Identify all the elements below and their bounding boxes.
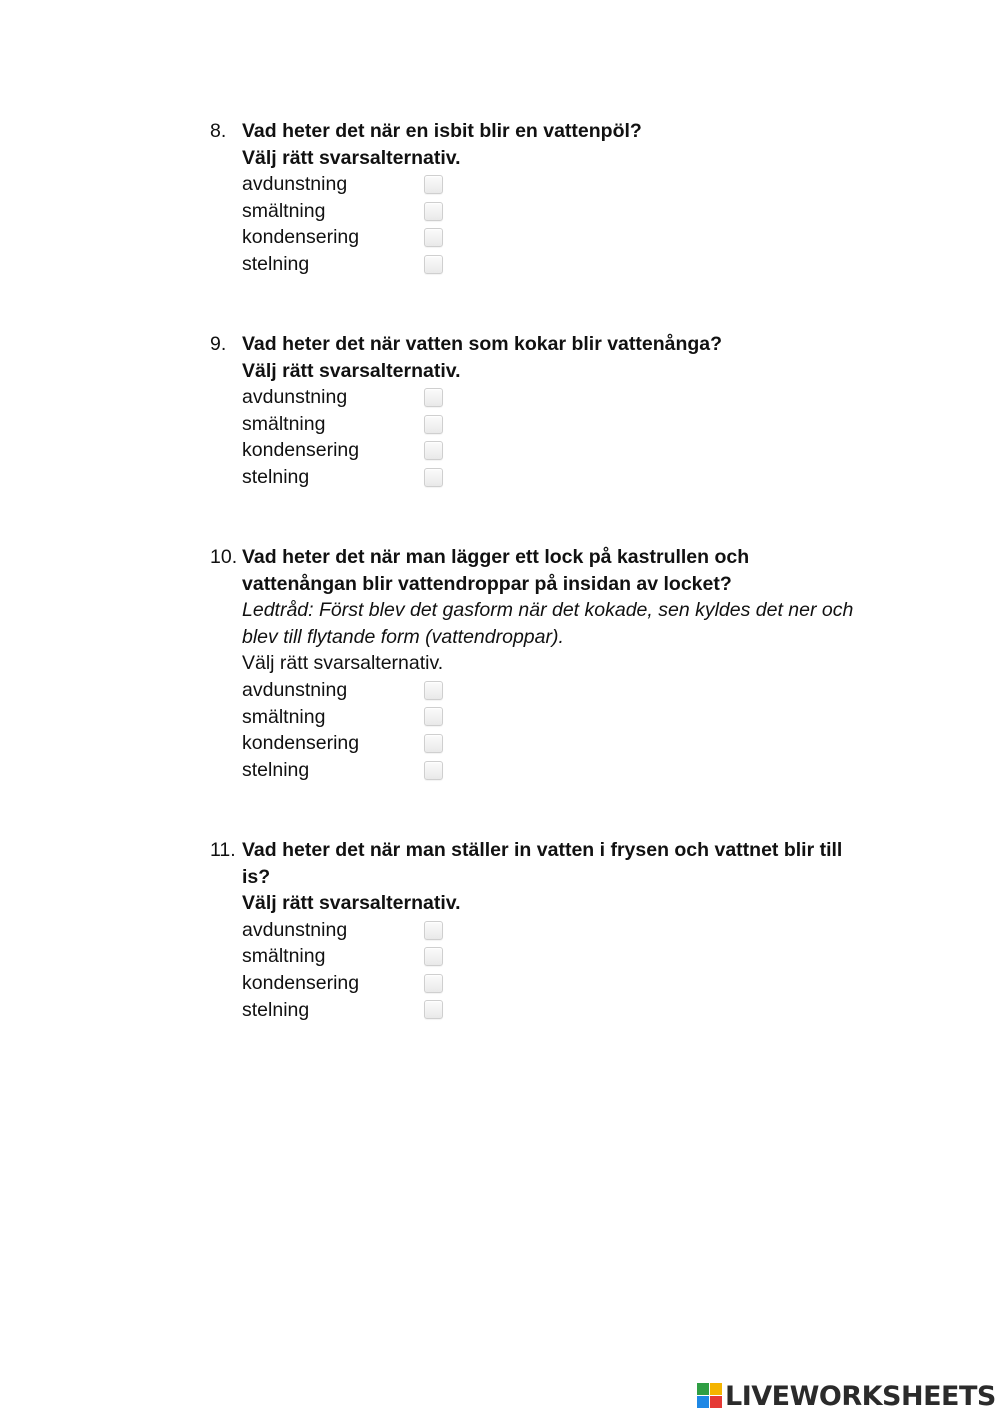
option-smaltning	[242, 411, 890, 438]
option-smaltning	[242, 198, 890, 225]
hint-text: Ledtråd: Först blev det gasform när det kokade, sen kyldes det ner och	[242, 599, 854, 622]
answer-checkbox[interactable]	[424, 734, 443, 753]
question-text: Vad heter det när en isbit blir en vattenpöl?	[242, 120, 642, 142]
question-instruction: Välj rätt svarsalternativ.	[242, 359, 461, 382]
option-label: stelning	[242, 998, 310, 1021]
option-stelning	[242, 757, 890, 784]
option-smaltning	[242, 943, 890, 970]
option-kondensering	[242, 224, 890, 251]
question-text: Vad heter det när vatten som kokar blir vattenånga?	[242, 333, 723, 355]
answer-checkbox[interactable]	[424, 921, 443, 940]
answer-checkbox[interactable]	[424, 761, 443, 780]
question-number: 8.	[210, 120, 227, 142]
question-9	[210, 331, 890, 491]
option-label: avdunstning	[242, 386, 348, 409]
question-instruction: Välj rätt svarsalternativ.	[242, 892, 461, 915]
option-label: kondensering	[242, 226, 360, 249]
option-kondensering	[242, 730, 890, 757]
answer-checkbox[interactable]	[424, 415, 443, 434]
answer-checkbox[interactable]	[424, 441, 443, 460]
question-text: is?	[242, 865, 271, 888]
question-number: 9.	[210, 333, 227, 355]
option-label: smältning	[242, 199, 326, 222]
option-label: kondensering	[242, 439, 360, 462]
answer-checkbox[interactable]	[424, 1000, 443, 1019]
question-text: vattenångan blir vattendroppar på insidan av locket?	[242, 572, 732, 595]
option-label: stelning	[242, 758, 310, 781]
hint-text: blev till flytande form (vattendroppar).	[242, 625, 564, 648]
option-label: avdunstning	[242, 173, 348, 196]
answer-checkbox[interactable]	[424, 468, 443, 487]
answer-checkbox[interactable]	[424, 681, 443, 700]
question-10	[210, 544, 890, 783]
question-text: Vad heter det när man lägger ett lock på kastrullen och	[242, 546, 750, 568]
option-stelning	[242, 251, 890, 278]
option-label: stelning	[242, 252, 310, 275]
option-label: avdunstning	[242, 678, 348, 701]
question-11	[210, 837, 890, 1023]
question-number: 10.	[210, 546, 238, 568]
answer-checkbox[interactable]	[424, 974, 443, 993]
answer-checkbox[interactable]	[424, 255, 443, 274]
option-label: kondensering	[242, 732, 360, 755]
answer-checkbox[interactable]	[424, 707, 443, 726]
option-label: smältning	[242, 412, 326, 435]
question-instruction: Välj rätt svarsalternativ.	[242, 652, 444, 675]
option-kondensering	[242, 437, 890, 464]
option-avdunstning	[242, 677, 890, 704]
question-number: 11.	[210, 839, 236, 861]
option-label: smältning	[242, 945, 326, 968]
question-text: Vad heter det när man ställer in vatten i frysen och vattnet blir till	[242, 839, 843, 861]
option-avdunstning	[242, 171, 890, 198]
answer-checkbox[interactable]	[424, 388, 443, 407]
option-kondensering	[242, 970, 890, 997]
option-label: avdunstning	[242, 918, 348, 941]
option-avdunstning	[242, 384, 890, 411]
option-label: smältning	[242, 705, 326, 728]
answer-checkbox[interactable]	[424, 175, 443, 194]
liveworksheets-logo-icon	[697, 1383, 723, 1409]
answer-checkbox[interactable]	[424, 202, 443, 221]
question-instruction: Välj rätt svarsalternativ.	[242, 146, 461, 169]
option-label: kondensering	[242, 971, 360, 994]
question-8	[210, 118, 890, 278]
option-label: stelning	[242, 465, 310, 488]
liveworksheets-logo	[697, 1381, 996, 1411]
option-stelning	[242, 464, 890, 491]
answer-checkbox[interactable]	[424, 947, 443, 966]
option-stelning	[242, 997, 890, 1024]
option-avdunstning	[242, 917, 890, 944]
logo-text: LIVEWORKSHEETS	[725, 1380, 996, 1412]
answer-checkbox[interactable]	[424, 228, 443, 247]
option-smaltning	[242, 704, 890, 731]
